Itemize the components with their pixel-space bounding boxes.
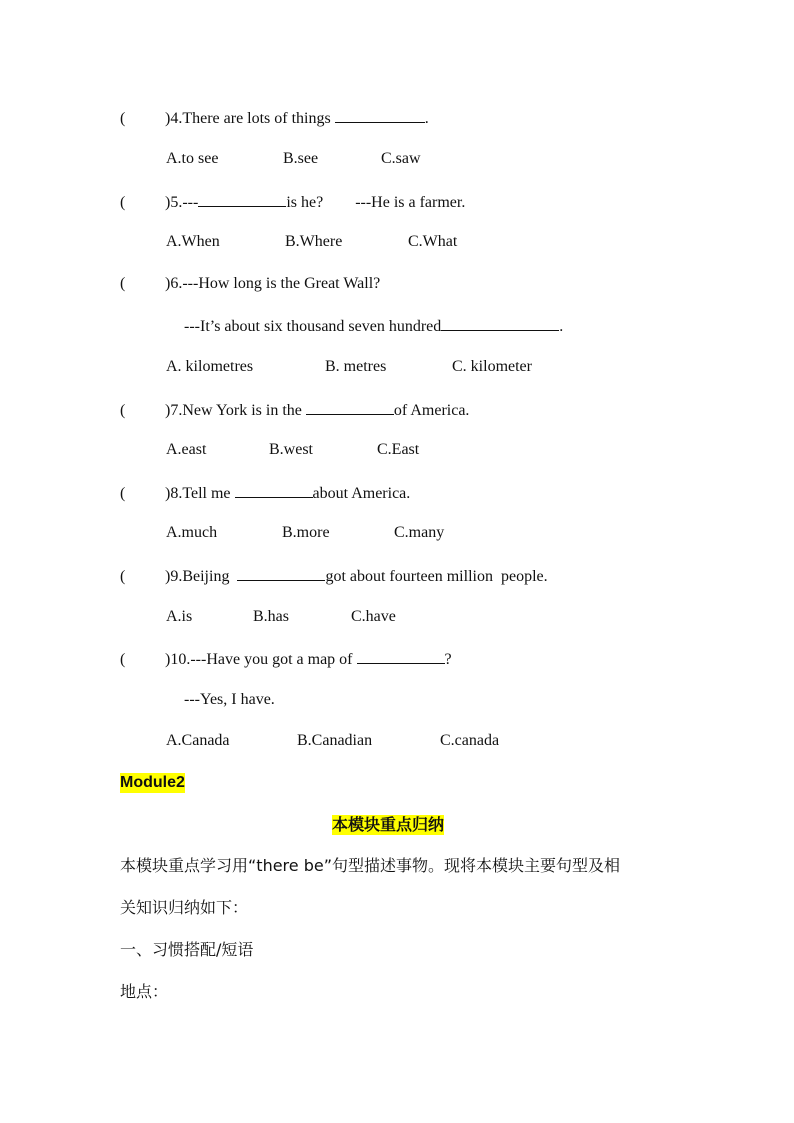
option-b[interactable]: B.see <box>283 150 319 167</box>
answer-bracket[interactable]: ( <box>120 651 126 668</box>
module-title: Module2 <box>120 774 185 791</box>
question-text-end: got about fourteen million people. <box>325 568 548 585</box>
question-text: There are lots of things <box>182 110 335 127</box>
intro-text-line-1: 本模块重点学习用“there be”句型描述事物。现将本模块主要句型及相 <box>120 856 620 875</box>
section-heading: 一、习惯搭配/短语 <box>120 940 254 959</box>
option-b[interactable]: B. metres <box>325 358 387 375</box>
question-text-end: of America. <box>393 402 470 419</box>
question-text-end: ? <box>444 651 452 668</box>
question-4 <box>120 107 429 129</box>
option-a[interactable]: A.is <box>166 608 193 625</box>
question-text: Beijing <box>182 568 238 585</box>
question-9 <box>120 565 548 587</box>
option-c[interactable]: C.East <box>377 441 420 458</box>
answer-bracket[interactable]: ( <box>120 402 126 419</box>
option-b[interactable]: B.west <box>269 441 313 458</box>
question-text: --- <box>182 194 199 211</box>
question-text-end: . <box>424 110 429 127</box>
place-label: 地点： <box>120 982 169 1001</box>
question-number: )7. <box>165 402 183 419</box>
answer-blank[interactable] <box>441 315 559 331</box>
question-number: )4. <box>165 110 183 127</box>
question-text: ---It’s about six thousand seven hundred <box>184 318 442 335</box>
question-text: ---How long is the Great Wall? <box>182 275 381 292</box>
question-text-end: . <box>559 318 564 335</box>
question-text-end: about America. <box>312 485 411 502</box>
question-number: )6. <box>165 275 183 292</box>
answer-bracket[interactable]: ( <box>120 194 126 211</box>
answer-blank[interactable] <box>306 399 394 415</box>
question-text-end: is he? ---He is a farmer. <box>286 194 466 211</box>
option-c[interactable]: C.many <box>394 524 445 541</box>
answer-blank[interactable] <box>237 565 325 581</box>
question-number: )5. <box>165 194 183 211</box>
intro-text-line-2: 关知识归纳如下： <box>120 898 249 917</box>
module-heading: 本模块重点归纳 <box>332 815 445 834</box>
answer-blank[interactable] <box>198 191 286 207</box>
answer-bracket[interactable]: ( <box>120 485 126 502</box>
option-c[interactable]: C.have <box>351 608 396 625</box>
answer-blank[interactable] <box>235 482 313 498</box>
answer-blank[interactable] <box>357 648 445 664</box>
question-text: New York is in the <box>182 402 306 419</box>
option-c[interactable]: C.canada <box>440 732 500 749</box>
option-b[interactable]: B.more <box>282 524 330 541</box>
option-a[interactable]: A.to see <box>166 150 219 167</box>
question-number: )8. <box>165 485 183 502</box>
question-10-answer-line: ---Yes, I have. <box>184 691 275 708</box>
option-c[interactable]: C.What <box>408 233 458 250</box>
option-a[interactable]: A. kilometres <box>166 358 254 375</box>
answer-bracket[interactable]: ( <box>120 275 126 292</box>
question-10 <box>120 648 452 670</box>
question-7 <box>120 399 469 421</box>
question-text: Tell me <box>182 485 235 502</box>
question-6-answer-line <box>184 315 563 337</box>
option-a[interactable]: A.Canada <box>166 732 230 749</box>
option-a[interactable]: A.When <box>166 233 220 250</box>
option-a[interactable]: A.much <box>166 524 218 541</box>
option-a[interactable]: A.east <box>166 441 207 458</box>
answer-blank[interactable] <box>335 107 425 123</box>
question-5 <box>120 191 465 213</box>
option-b[interactable]: B.Where <box>285 233 343 250</box>
option-c[interactable]: C.saw <box>381 150 421 167</box>
question-text: ---Have you got a map of <box>190 651 357 668</box>
question-number: )9. <box>165 568 183 585</box>
option-c[interactable]: C. kilometer <box>452 358 532 375</box>
question-number: )10. <box>165 651 191 668</box>
answer-bracket[interactable]: ( <box>120 568 126 585</box>
option-b[interactable]: B.Canadian <box>297 732 373 749</box>
question-8 <box>120 482 410 504</box>
option-b[interactable]: B.has <box>253 608 289 625</box>
answer-bracket[interactable]: ( <box>120 110 126 127</box>
question-6 <box>120 274 380 294</box>
